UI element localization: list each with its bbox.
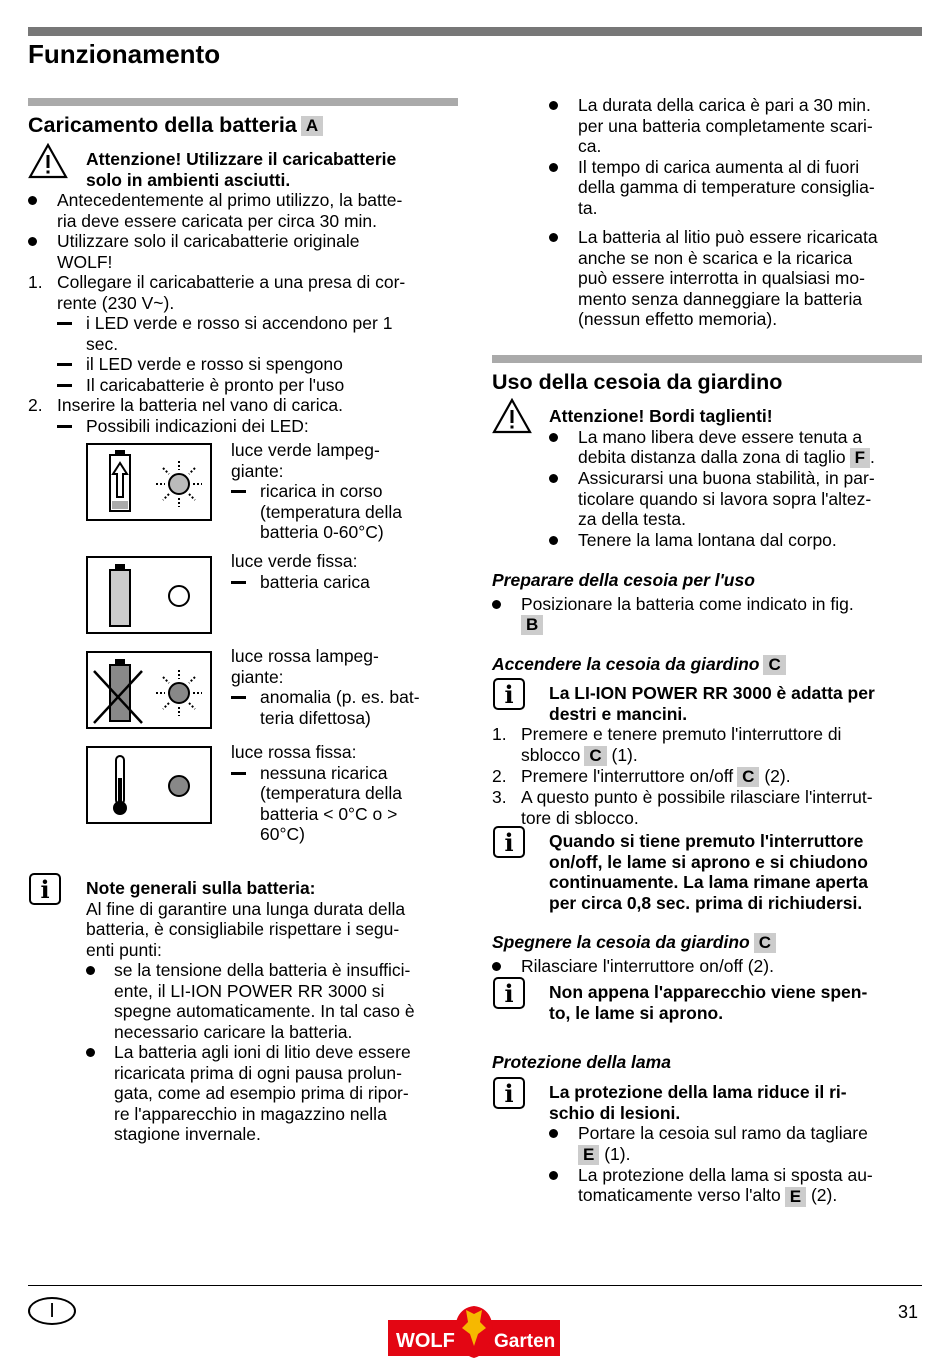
dash-item: nessuna ricarica bbox=[231, 763, 461, 784]
warning-triangle-icon bbox=[492, 398, 532, 434]
switch-on-title bbox=[492, 654, 922, 675]
dash-item: batteria carica bbox=[231, 572, 461, 593]
subsection-title: Spegnere la cesoia da giardino C bbox=[492, 932, 922, 953]
dash-item-cont: sec. bbox=[86, 333, 119, 354]
page-number: 31 bbox=[898, 1302, 919, 1322]
dash-item: Possibili indicazioni dei LED: bbox=[28, 416, 458, 437]
led-desc-text: giante: bbox=[231, 460, 284, 481]
section-heading-usage: Uso della cesoia da giardino bbox=[492, 370, 783, 394]
list-item: Portare la cesoia sul ramo da tagliare bbox=[549, 1123, 929, 1144]
step-item-cont: tore di sblocco. bbox=[521, 807, 639, 828]
thermometer-icon bbox=[88, 748, 210, 822]
info-icon: i bbox=[493, 678, 525, 710]
led-desc-2 bbox=[231, 551, 461, 592]
switch-off-info bbox=[549, 982, 929, 1023]
info-text: per circa 0,8 sec. prima di richiudersi. bbox=[549, 892, 863, 913]
step-item: 3. A questo punto è possibile rilasciare l'interrut- bbox=[492, 787, 873, 808]
info-text: La LI-ION POWER RR 3000 è adatta per bbox=[549, 683, 875, 703]
info-icon: i bbox=[493, 977, 525, 1009]
list-item-cont: za della testa. bbox=[578, 509, 686, 530]
dash-item-cont: batteria < 0°C o > bbox=[260, 803, 398, 824]
note-text: Al fine di garantire una lunga durata della bbox=[86, 898, 406, 919]
list-item-cont: E (1). bbox=[549, 1144, 929, 1165]
step-item: 2. Inserire la batteria nel vano di carica. bbox=[28, 395, 343, 415]
list-item-cont: ente, il LI-ION POWER RR 3000 si bbox=[114, 980, 385, 1001]
switch-on-info-2 bbox=[549, 831, 929, 913]
section-rule bbox=[28, 98, 458, 106]
list-item: Il tempo di carica aumenta al di fuori bbox=[549, 157, 929, 178]
step-item-cont: rente (230 V~). bbox=[57, 292, 175, 313]
list-item-cont: debita distanza dalla zona di taglio F . bbox=[578, 447, 875, 468]
list-item-cont: tomaticamente verso l'alto E (2). bbox=[578, 1185, 838, 1206]
dash-item: Il caricabatterie è pronto per l'uso bbox=[28, 375, 458, 396]
list-item-cont: stagione invernale. bbox=[114, 1124, 261, 1144]
footer-rule bbox=[28, 1285, 922, 1286]
note-title: Note generali sulla batteria: bbox=[86, 878, 316, 898]
list-item: Assicurarsi una buona stabilità, in par- bbox=[549, 468, 929, 489]
list-item-cont: ria deve essere caricata per circa 30 min. bbox=[57, 210, 377, 231]
list-item-cont: mento senza danneggiare la batteria bbox=[578, 288, 863, 309]
section-rule bbox=[492, 355, 922, 363]
led-desc-text: luce verde lampeg- bbox=[231, 440, 380, 460]
info-text: destri e mancini. bbox=[549, 703, 688, 724]
list-item: Antecedentemente al primo utilizzo, la batte- bbox=[28, 190, 458, 211]
list-item-cont: ta. bbox=[578, 197, 598, 218]
led-red-blinking-figure bbox=[86, 651, 212, 729]
info-text: on/off, le lame si aprono e si chiudono bbox=[549, 851, 868, 872]
info-text: schio di lesioni. bbox=[549, 1102, 681, 1123]
battery-notes bbox=[86, 878, 466, 1145]
list-item: Utilizzare solo il caricabatterie originale bbox=[28, 231, 458, 252]
top-rule bbox=[28, 27, 922, 36]
logo-text-garten: Garten bbox=[494, 1331, 556, 1352]
prepare-section bbox=[492, 570, 922, 635]
dash-item: il LED verde e rosso si spengono bbox=[28, 354, 458, 375]
list-item-cont: re l'apparecchio in magazzino nella bbox=[114, 1103, 387, 1124]
info-text: Non appena l'apparecchio viene spen- bbox=[549, 982, 868, 1002]
led-green-blinking-figure bbox=[86, 443, 212, 521]
list-item: Rilasciare l'interruttore on/off (2). bbox=[492, 956, 922, 977]
step-item: 1. Collegare il caricabatterie a una presa di cor- bbox=[28, 272, 406, 292]
subsection-title: Preparare della cesoia per l'uso bbox=[492, 570, 755, 590]
dash-item-cont: (temperatura della bbox=[260, 501, 403, 522]
warning-text: Attenzione! Utilizzare il caricabatterie bbox=[86, 149, 397, 169]
list-item: Posizionare la batteria come indicato in fig. bbox=[492, 594, 922, 615]
info-icon: i bbox=[493, 826, 525, 858]
info-icon: i bbox=[29, 873, 61, 905]
step-item: 2. Premere l'interruttore on/off C (2). bbox=[492, 765, 791, 787]
led-desc-4 bbox=[231, 742, 461, 845]
wolf-garten-logo bbox=[388, 1304, 560, 1358]
figure-ref-badge: C bbox=[763, 655, 785, 675]
subsection-title: Protezione della lama bbox=[492, 1052, 671, 1072]
led-desc-3 bbox=[231, 646, 461, 728]
left-column-text bbox=[28, 149, 458, 436]
figure-ref-badge: B bbox=[521, 615, 543, 635]
list-item: se la tensione della batteria è insuffici- bbox=[86, 960, 466, 981]
dash-item: ricarica in corso bbox=[231, 481, 461, 502]
list-item-cont bbox=[492, 614, 922, 635]
list-item-cont: (nessun effetto memoria). bbox=[578, 309, 778, 329]
led-desc-1 bbox=[231, 440, 461, 543]
list-item: La protezione della lama si sposta au- bbox=[549, 1165, 929, 1186]
list-item-cont: ricaricata prima di ogni pausa prolun- bbox=[114, 1062, 402, 1083]
info-text: to, le lame si aprono. bbox=[549, 1002, 724, 1023]
dash-item: anomalia (p. es. bat- bbox=[231, 687, 461, 708]
warning-text-2: solo in ambienti asciutti. bbox=[86, 169, 291, 190]
list-item-cont: spegne automaticamente. In tal caso è bbox=[114, 1001, 415, 1021]
charging-notes bbox=[549, 95, 929, 330]
list-item-cont: della gamma di temperature consiglia- bbox=[578, 177, 875, 197]
figure-ref-badge: C bbox=[584, 746, 606, 766]
subsection-title: Accendere la cesoia da giardino C bbox=[492, 654, 922, 675]
figure-ref-badge: C bbox=[737, 767, 759, 787]
step-item-cont: sblocco C (1). bbox=[521, 744, 638, 765]
info-text: continuamente. La lama rimane aperta bbox=[549, 872, 868, 892]
switch-off-section bbox=[492, 932, 922, 977]
page-title: Funzionamento bbox=[28, 39, 221, 69]
blade-guard-title bbox=[492, 1052, 922, 1073]
warning-text: Attenzione! Bordi taglienti! bbox=[549, 406, 773, 426]
list-item-cont: anche se non è scarica e la ricarica bbox=[578, 247, 853, 268]
battery-fault-icon bbox=[88, 653, 210, 727]
dash-item-cont: (temperatura della bbox=[260, 783, 403, 803]
figure-ref-badge: F bbox=[850, 448, 870, 468]
language-tag: I bbox=[28, 1297, 76, 1325]
blade-guard-info bbox=[549, 1082, 929, 1207]
battery-charging-icon bbox=[88, 445, 210, 519]
list-item-cont: WOLF! bbox=[57, 251, 113, 272]
battery-full-icon bbox=[88, 558, 210, 632]
switch-on-steps bbox=[492, 724, 922, 828]
led-red-steady-figure bbox=[86, 746, 212, 824]
list-item-cont: gata, come ad esempio prima di ripor- bbox=[114, 1083, 409, 1103]
led-desc-text: luce rossa lampeg- bbox=[231, 646, 379, 666]
led-desc-text: luce rossa fissa: bbox=[231, 742, 357, 762]
list-item-cont: ticolare quando si lavora sopra l'altez- bbox=[578, 488, 872, 509]
figure-ref-badge: C bbox=[754, 933, 776, 953]
step-item: 1. Premere e tenere premuto l'interruttore di bbox=[492, 724, 842, 744]
list-item: La durata della carica è pari a 30 min. bbox=[549, 95, 929, 116]
led-desc-text: luce verde fissa: bbox=[231, 551, 358, 571]
list-item: La batteria al litio può essere ricaricata bbox=[549, 227, 929, 248]
list-item-cont: ca. bbox=[578, 136, 602, 156]
list-item-cont: per una batteria completamente scari- bbox=[578, 115, 873, 136]
section-heading-charging: Caricamento della batteria A bbox=[28, 112, 323, 138]
list-item-cont: necessario caricare la batteria. bbox=[114, 1021, 353, 1042]
note-text: enti punti: bbox=[86, 939, 162, 960]
dash-item-cont: batteria 0-60°C) bbox=[260, 522, 384, 542]
note-text: batteria, è consigliabile rispettare i segu- bbox=[86, 919, 400, 939]
logo-text-wolf: WOLF bbox=[396, 1330, 455, 1352]
figure-ref-badge: A bbox=[301, 116, 323, 136]
dash-item-cont: teria difettosa) bbox=[260, 707, 371, 728]
led-desc-text: giante: bbox=[231, 666, 284, 687]
list-item: Tenere la lama lontana dal corpo. bbox=[549, 530, 929, 551]
info-icon: i bbox=[493, 1077, 525, 1109]
figure-ref-badge: E bbox=[578, 1145, 599, 1165]
dash-item-cont: 60°C) bbox=[260, 824, 305, 844]
led-green-steady-figure bbox=[86, 556, 212, 634]
dash-item: i LED verde e rosso si accendono per 1 bbox=[28, 313, 458, 334]
figure-ref-badge: E bbox=[785, 1187, 806, 1207]
list-item: La mano libera deve essere tenuta a bbox=[549, 427, 929, 448]
safety-list bbox=[549, 406, 929, 550]
info-text: Quando si tiene premuto l'interruttore bbox=[549, 831, 864, 851]
switch-on-info bbox=[549, 683, 929, 724]
list-item-cont: può essere interrotta in qualsiasi mo- bbox=[578, 268, 865, 288]
list-item: La batteria agli ioni di litio deve essere bbox=[86, 1042, 466, 1063]
info-text: La protezione della lama riduce il ri- bbox=[549, 1082, 847, 1102]
